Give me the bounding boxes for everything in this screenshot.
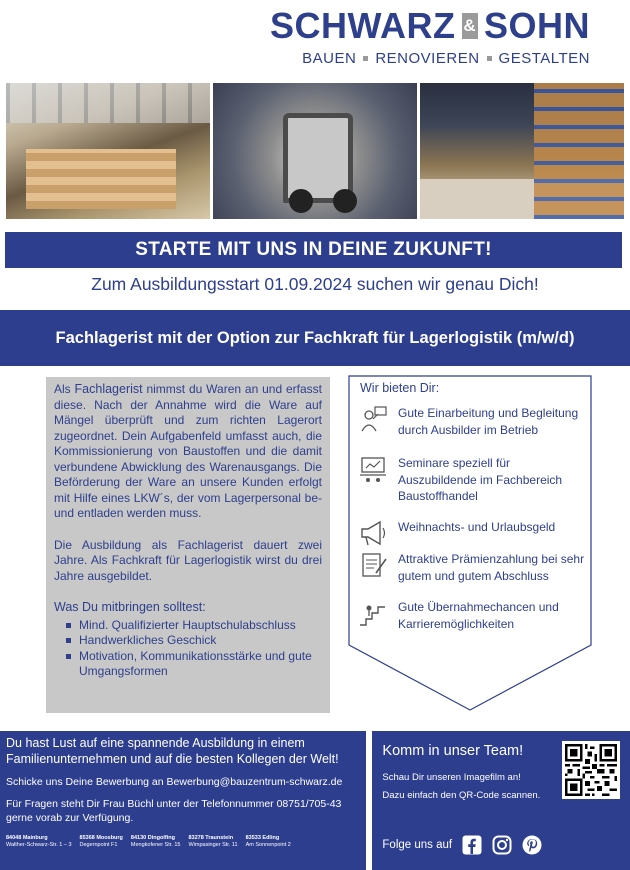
bullet-icon <box>66 654 71 659</box>
instagram-icon[interactable] <box>492 835 512 855</box>
tagline-separator <box>487 56 492 61</box>
megaphone-icon <box>358 519 388 547</box>
location-street: Walther-Schwarz-Str. 1 – 3 <box>6 842 72 848</box>
warehouse-photo <box>6 83 210 219</box>
application-email-line: Schicke uns Deine Bewerbung an Bewerbung@bauzentrum-schwarz.de <box>6 776 343 788</box>
forklift-photo <box>213 83 417 219</box>
location-city: 83278 Traunstein <box>188 835 234 841</box>
headline-banner: STARTE MIT UNS IN DEINE ZUKUNFT! <box>5 232 622 268</box>
location-item <box>246 835 291 849</box>
offer-text: Gute Übernahmechancen und Karrieremöglichkeiten <box>398 600 559 631</box>
offer-text: Attraktive Prämienzahlung bei sehr gutem und gutem Abschluss <box>398 552 585 583</box>
location-city: 84048 Mainburg <box>6 835 48 841</box>
duration-paragraph: Die Ausbildung als Fachlagerist dauert zwei Jahre. Als Fachkraft für Lagerlogistik wirst du drei Jahre ausgebildet. <box>54 537 322 583</box>
locations-list <box>6 835 360 849</box>
bullet-icon <box>66 623 71 628</box>
offer-text: Seminare speziell für Auszubildende im Fachbereich Baustoffhandel <box>398 456 563 503</box>
requirement-text: Mind. Qualifizierter Hauptschulabschluss <box>79 617 296 632</box>
footer <box>0 731 630 870</box>
requirements-list <box>54 618 322 680</box>
brand-name <box>270 6 590 46</box>
location-street: Mengkofener Str. 15 <box>130 842 181 848</box>
social-links <box>382 835 542 855</box>
follow-label: Folge uns auf <box>382 839 453 851</box>
location-city: 85368 Moosburg <box>79 835 123 841</box>
description-text: nimmst du Waren an und erfasst diese. Nach der Annahme wird die Ware auf Mängel überprüft und zum richten Lagerort zugeordnet. Dein Aufgabenfeld umfasst auch, die Kommissionierung von Baustoffen und die damit verbundene Abwicklung des Warenausgangs. Die Beförderung der Ware an unsere Kunden erfolgt mit Hilfe eines LKW´s, der vom Lagerpersonal be- und entladen werden muss. <box>54 382 323 520</box>
goods-pile-shape <box>26 149 176 209</box>
job-description-box <box>46 377 330 713</box>
brand-tagline <box>270 50 590 67</box>
offer-item <box>358 551 588 584</box>
qr-code-icon <box>565 744 617 796</box>
tagline-word: RENOVIEREN <box>375 50 480 67</box>
offer-item <box>358 519 588 547</box>
location-street: Degernpoint F1 <box>79 842 118 848</box>
requirements-heading: Was Du mitbringen solltest: <box>54 600 206 614</box>
offer-item <box>358 405 588 438</box>
shelf-shape <box>534 83 624 219</box>
forklift-wheel <box>289 189 313 213</box>
team-line: Schau Dir unseren Imagefilm an! <box>382 772 521 783</box>
brand-logo <box>270 6 590 67</box>
job-title: Fachlagerist mit der Option zur Fachkraft für Lagerlogistik (m/w/d) <box>0 310 630 366</box>
team-line: Dazu einfach den QR-Code scannen. <box>382 790 541 801</box>
location-item <box>188 835 237 849</box>
brand-name-left: SCHWARZ <box>270 5 456 46</box>
rack-shape <box>6 83 210 123</box>
team-panel <box>372 731 630 870</box>
brand-name-right: SOHN <box>483 5 590 46</box>
certificate-icon <box>358 551 388 579</box>
offer-title: Wir bieten Dir: <box>360 381 440 395</box>
contact-lead: Du hast Lust auf eine spannende Ausbildung in einem Familienunternehmen und auf die besten Kollegen der Welt! <box>6 736 339 766</box>
offer-text: Gute Einarbeitung und Begleitung durch Ausbilder im Betrieb <box>398 406 579 437</box>
location-item <box>131 835 181 849</box>
qr-code[interactable] <box>562 741 620 799</box>
tagline-word: GESTALTEN <box>498 50 590 67</box>
tagline-separator <box>363 56 368 61</box>
pinterest-icon[interactable] <box>522 835 542 855</box>
facebook-icon[interactable] <box>462 835 482 855</box>
requirement-item <box>54 633 322 649</box>
offer-panel <box>348 375 592 711</box>
role-name: Fachlagerist <box>74 382 143 396</box>
location-item <box>80 835 123 849</box>
requirement-text: Handwerkliches Geschick <box>79 633 217 647</box>
mentor-icon <box>358 405 388 433</box>
location-city: 84130 Dingolfing <box>130 835 175 841</box>
offer-item <box>358 455 588 505</box>
team-title: Komm in unser Team! <box>382 743 524 759</box>
photo-strip <box>6 83 624 219</box>
career-stairs-icon <box>358 599 388 627</box>
location-city: 83533 Edling <box>245 835 280 841</box>
questions-line: Für Fragen steht Dir Frau Büchl unter der Telefonnummer 08751/705-43 gerne vorab zur Verfügung. <box>6 798 342 824</box>
location-item <box>6 835 72 849</box>
location-street: Am Sonnenpoint 2 <box>245 842 291 848</box>
storage-hall-photo <box>420 83 624 219</box>
offer-text: Weihnachts- und Urlaubsgeld <box>398 520 556 534</box>
tagline-word: BAUEN <box>302 50 357 67</box>
requirement-item <box>54 649 322 680</box>
contact-panel <box>0 731 366 870</box>
offer-item <box>358 599 588 632</box>
description-paragraph <box>54 382 322 522</box>
start-date-subhead: Zum Ausbildungsstart 01.09.2024 suchen wir genau Dich! <box>91 274 539 294</box>
requirement-text: Motivation, Kommunikationsstärke und gute Umgangsformen <box>79 648 312 678</box>
forklift-wheel <box>333 189 357 213</box>
brand-ampersand: & <box>462 13 478 39</box>
location-street: Wimpasinger Str. 11 <box>188 842 238 848</box>
bullet-icon <box>66 638 71 643</box>
description-text: Als <box>54 382 75 396</box>
requirement-item <box>54 618 322 634</box>
seminar-icon <box>358 455 388 483</box>
